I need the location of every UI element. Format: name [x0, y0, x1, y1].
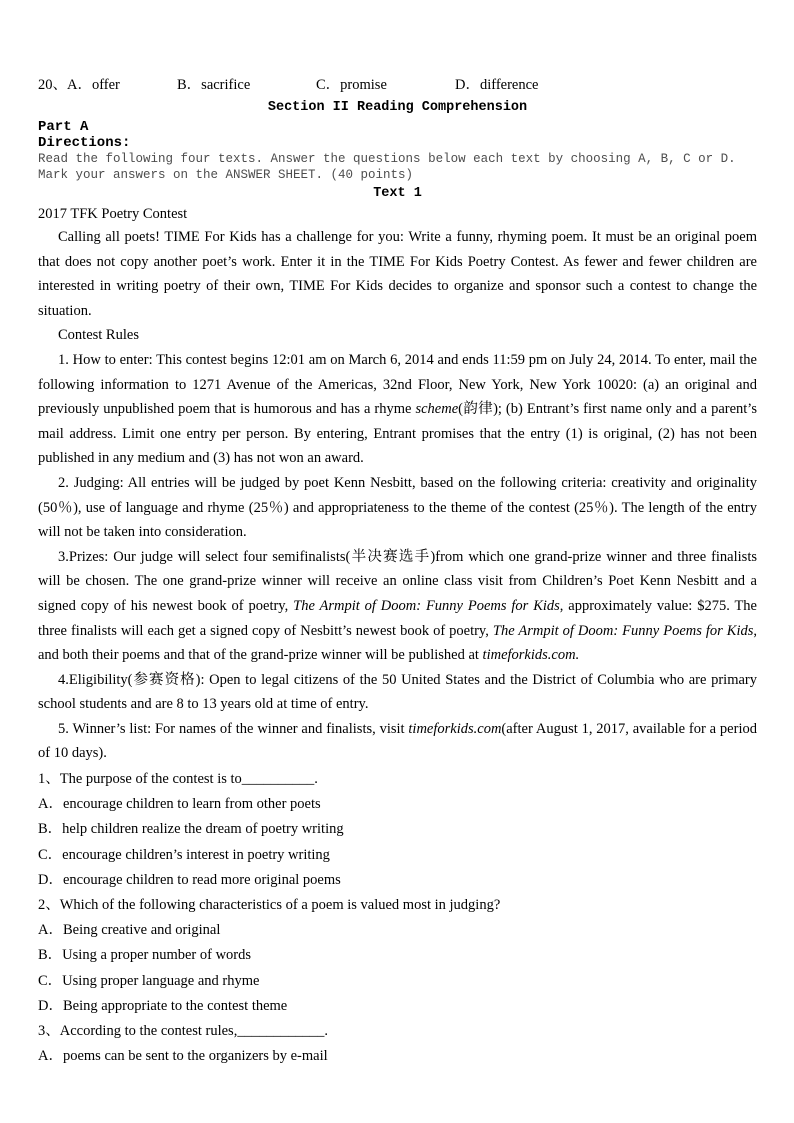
question-20-option-b: B．sacrifice	[177, 77, 251, 93]
contest-rule-4	[38, 668, 757, 717]
contest-rules-heading	[38, 323, 757, 348]
text-segment: 4.Eligibility(参赛资格): Open to legal citizens of the 50 United States and the District of Columbia who are primary school students and are 8 to 13 years old at time of entry.	[38, 671, 757, 713]
question-1-option-c: C．encourage children’s interest in poetry writing	[38, 846, 330, 863]
contest-rule-5	[38, 717, 757, 766]
website-name: timeforkids.com.	[482, 647, 580, 664]
question-1-option-d: D．encourage children to read more original poems	[38, 871, 341, 888]
directions-label: Directions:	[38, 135, 131, 151]
text-segment: Calling all poets! TIME For Kids has a challenge for you: Write a funny, rhyming poem. It must be an original poem that does not copy another poet’s work. Enter it in the TIME For Kids Poetry Contest. As fewer and fewer children are interested in writing poetry of their own, TIME For Kids decides to organize and sponsor such a contest to change the situation.	[38, 229, 757, 319]
book-title: The Armpit of Doom: Funny Poems for Kids	[492, 622, 754, 639]
question-2-option-d: D．Being appropriate to the contest theme	[38, 997, 288, 1014]
question-1-option-a: A．encourage children to learn from other poets	[38, 796, 321, 813]
question-2-stem: 2、Which of the following characteristics of a poem is valued most in judging?	[38, 897, 501, 914]
question-20-number-and-option-a: 20、A．offer	[38, 77, 120, 93]
text-segment: 3.Prizes: Our judge will select four semifinalists(半决赛选手)from which one grand-prize winner and three finalists will be chosen. The one grand-prize winner will receive an online class visit from Children’s Poet Kenn Nesbitt and a signed copy of his newest book of poetry,	[38, 548, 757, 614]
text-segment: Contest Rules	[58, 327, 139, 344]
directions-text: Read the following four texts. Answer the questions below each text by choosing A, B, C or D. Mark your answers on the ANSWER SHEET. (40 points)	[38, 152, 736, 182]
question-1-stem: 1、The purpose of the contest is to__________.	[38, 771, 318, 788]
question-2-option-b: B．Using a proper number of words	[38, 947, 252, 964]
contest-rule-1	[38, 348, 757, 471]
text-segment: , approximately value: $275. The three finalists will each get a signed copy of Nesbitt’s newest book of poetry,	[38, 597, 757, 639]
questions-section	[38, 767, 757, 1069]
question-2-option-c: C．Using proper language and rhyme	[38, 972, 260, 989]
part-a-label: Part A	[38, 119, 89, 135]
passage-intro-paragraph	[38, 225, 757, 323]
question-20-option-c: C．promise	[316, 77, 387, 93]
text-segment: 2. Judging: All entries will be judged by poet Kenn Nesbitt, based on the following criteria: creativity and originality (50％), use of language and rhyme (25％) and appropriateness to the theme of the contest (25％). The length of the entry will not be taken into consideration.	[38, 474, 757, 541]
text-segment: (韵律); (b) Entrant’s first name only and a parent’s mail address. Limit one entry per person. By entering, Entrant promises that the entry (1) is original, (2) has not been published in any medium and (3) has not won an award.	[38, 401, 757, 467]
section-title: Section II Reading Comprehension	[267, 100, 528, 115]
question-2-option-a: A．Being creative and original	[38, 922, 221, 939]
question-20-option-d: D．difference	[455, 77, 539, 93]
text-segment: (after August 1, 2017, available for a period of 10 days).	[38, 720, 757, 762]
italic-term: scheme	[415, 401, 459, 418]
text1-heading: Text 1	[373, 186, 422, 201]
question-3-stem: 3、According to the contest rules,____________.	[38, 1023, 328, 1040]
question-20-row	[38, 76, 757, 94]
passage-title: 2017 TFK Poetry Contest	[38, 206, 188, 222]
contest-rule-3	[38, 545, 757, 668]
book-title: The Armpit of Doom: Funny Poems for Kids	[293, 597, 560, 614]
website-name: timeforkids.com	[408, 720, 502, 737]
text-segment: , and both their poems and that of the grand-prize winner will be published at	[38, 622, 758, 664]
contest-rule-2	[38, 471, 757, 545]
text-segment: 5. Winner’s list: For names of the winner and finalists, visit	[58, 720, 409, 737]
question-1-option-b: B．help children realize the dream of poetry writing	[38, 821, 344, 838]
text-segment: 1. How to enter: This contest begins 12:01 am on March 6, 2014 and ends 11:59 pm on July 24, 2014. To enter, mail the following information to 1271 Avenue of the Americas, 32nd Floor, New York, New York 10020: (a) an original and previously unpublished poem that is humorous and has a rhyme	[38, 351, 757, 418]
question-3-option-a: A．poems can be sent to the organizers by e-mail	[38, 1048, 328, 1065]
